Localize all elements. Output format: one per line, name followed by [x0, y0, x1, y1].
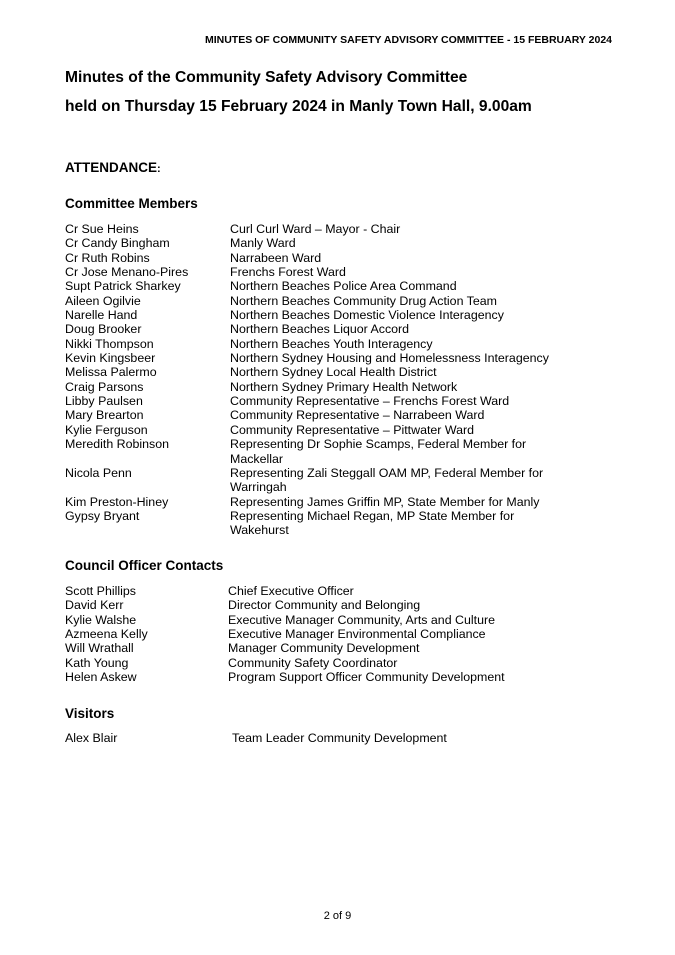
attendee-row — [65, 423, 560, 437]
attendee-row — [65, 394, 560, 408]
attendee-name: Scott Phillips — [65, 584, 136, 598]
attendee-role: Frenchs Forest Ward — [230, 265, 346, 280]
attendee-name: Supt Patrick Sharkey — [65, 279, 181, 294]
attendee-name: Kylie Ferguson — [65, 422, 148, 437]
attendee-role: Representing Dr Sophie Scamps, Federal Member for Mackellar — [230, 437, 527, 466]
attendee-row — [65, 351, 560, 365]
attendee-row — [65, 656, 558, 670]
attendee-role: Narrabeen Ward — [230, 250, 322, 265]
committee-members-heading: Committee Members — [65, 196, 198, 211]
attendance-colon: : — [157, 163, 161, 175]
attendee-name: Kylie Walshe — [65, 612, 137, 627]
attendee-row — [65, 408, 560, 422]
attendee-role: Northern Beaches Liquor Accord — [230, 322, 410, 337]
attendee-role: Executive Manager Community, Arts and Culture — [228, 612, 495, 627]
attendee-role: Program Support Officer Community Development — [228, 670, 505, 685]
attendee-name: Melissa Palermo — [65, 365, 157, 380]
attendee-row — [65, 641, 558, 655]
attendee-row — [65, 598, 558, 612]
attendee-row — [65, 466, 560, 495]
attendee-name: Kevin Kingsbeer — [65, 351, 156, 366]
attendee-name: Nicola Penn — [65, 465, 132, 480]
running-header: MINUTES OF COMMUNITY SAFETY ADVISORY COMMITTEE - 15 FEBRUARY 2024 — [204, 34, 612, 46]
attendee-row — [65, 251, 560, 265]
attendee-row — [65, 437, 560, 466]
attendee-name: Craig Parsons — [65, 379, 144, 394]
attendee-row — [65, 265, 560, 279]
attendee-name: Will Wrathall — [65, 641, 134, 656]
attendee-name: Cr Sue Heins — [65, 222, 139, 236]
attendee-row — [65, 495, 560, 509]
attendee-row — [65, 365, 560, 379]
attendee-role: Northern Sydney Housing and Homelessness Interagency — [230, 351, 549, 366]
attendee-name: Alex Blair — [65, 731, 118, 745]
attendee-row — [65, 322, 560, 336]
attendee-role: Community Safety Coordinator — [228, 655, 398, 670]
attendee-name: Gypsy Bryant — [65, 508, 140, 523]
attendee-name: Meredith Robinson — [65, 437, 170, 452]
attendee-name: Mary Brearton — [65, 408, 144, 423]
document-title-line-1: Minutes of the Community Safety Advisory Committee — [65, 69, 468, 86]
attendee-row — [65, 380, 560, 394]
attendee-row — [65, 222, 560, 236]
attendee-role: Representing Michael Regan, MP State Member for Wakehurst — [230, 508, 515, 538]
attendee-row — [65, 294, 560, 308]
committee-members-list — [65, 222, 560, 538]
attendee-role: Northern Beaches Police Area Command — [230, 279, 457, 294]
attendee-role: Director Community and Belonging — [228, 598, 421, 613]
attendee-row — [65, 670, 558, 684]
attendee-row — [65, 509, 560, 538]
attendee-row — [65, 584, 558, 598]
attendee-role: Community Representative – Narrabeen Ward — [230, 408, 485, 423]
attendee-row — [65, 731, 562, 745]
attendee-role: Northern Beaches Youth Interagency — [230, 336, 433, 351]
attendee-name: Cr Ruth Robins — [65, 250, 150, 265]
attendee-row — [65, 279, 560, 293]
attendee-role: Curl Curl Ward – Mayor - Chair — [230, 222, 401, 236]
attendee-role: Manly Ward — [230, 236, 296, 251]
attendee-name: Helen Askew — [65, 670, 137, 685]
attendee-role: Representing James Griffin MP, State Member for Manly — [230, 494, 540, 509]
council-officers-list — [65, 584, 558, 684]
visitors-heading: Visitors — [65, 706, 115, 721]
attendee-name: Nikki Thompson — [65, 336, 154, 351]
attendee-role: Northern Sydney Local Health District — [230, 365, 437, 380]
attendee-name: Azmeena Kelly — [65, 627, 148, 642]
attendee-name: Narelle Hand — [65, 308, 138, 323]
attendee-name: Cr Jose Menano-Pires — [65, 265, 189, 280]
document-title-line-2: held on Thursday 15 February 2024 in Manly Town Hall, 9.00am — [65, 98, 532, 115]
attendee-role: Northern Beaches Community Drug Action Team — [230, 293, 497, 308]
attendance-label: ATTENDANCE — [65, 160, 157, 175]
attendee-row — [65, 613, 558, 627]
attendee-name: Cr Candy Bingham — [65, 236, 170, 251]
attendee-role: Team Leader Community Development — [232, 731, 447, 745]
attendee-name: Kath Young — [65, 655, 129, 670]
council-officers-heading: Council Officer Contacts — [65, 558, 224, 573]
attendee-row — [65, 627, 558, 641]
attendance-heading — [65, 160, 161, 175]
attendee-role: Chief Executive Officer — [228, 584, 354, 598]
attendee-row — [65, 337, 560, 351]
attendee-name: Doug Brooker — [65, 322, 142, 337]
attendee-role: Community Representative – Frenchs Forest Ward — [230, 394, 510, 409]
attendee-name: Aileen Ogilvie — [65, 293, 141, 308]
attendee-name: Kim Preston-Hiney — [65, 494, 169, 509]
attendee-name: David Kerr — [65, 598, 124, 613]
attendee-role: Northern Beaches Domestic Violence Interagency — [230, 308, 504, 323]
page-number: 2 of 9 — [323, 910, 352, 922]
attendee-name: Libby Paulsen — [65, 394, 143, 409]
attendee-role: Executive Manager Environmental Compliance — [228, 627, 486, 642]
visitors-list — [65, 731, 562, 745]
attendee-row — [65, 236, 560, 250]
attendee-role: Northern Sydney Primary Health Network — [230, 379, 458, 394]
attendee-role: Representing Zali Steggall OAM MP, Federal Member for Warringah — [230, 465, 544, 495]
attendee-role: Manager Community Development — [228, 641, 420, 656]
attendee-role: Community Representative – Pittwater Ward — [230, 422, 475, 437]
attendee-row — [65, 308, 560, 322]
